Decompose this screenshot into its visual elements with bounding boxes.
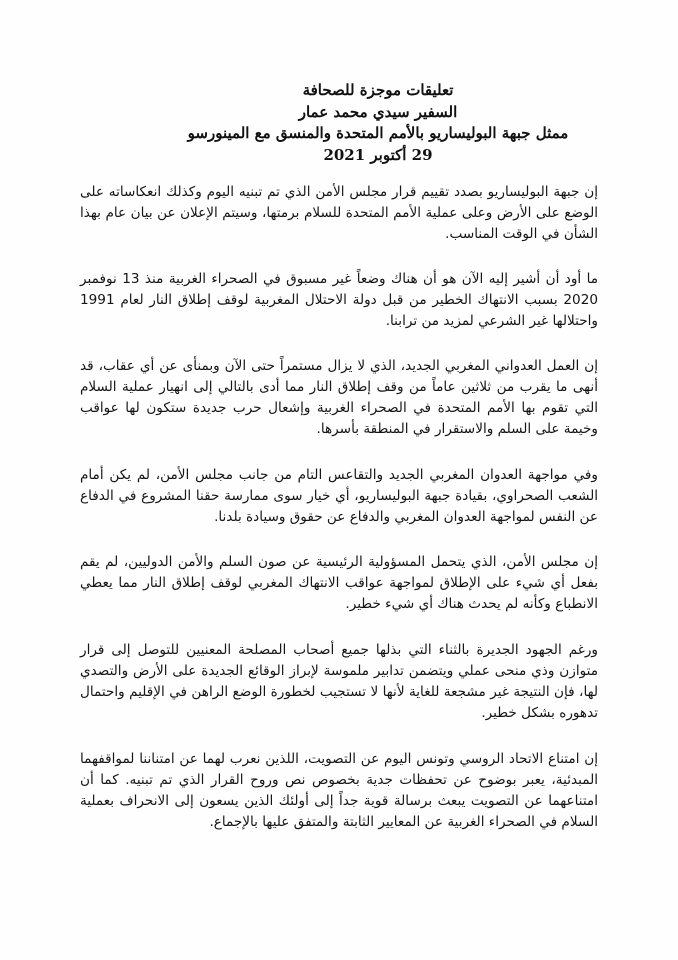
author-role: ممثل جبهة البوليساريو بالأمم المتحدة والمنسق مع المينورسو xyxy=(187,124,569,142)
document-title: تعليقات موجزة للصحافة xyxy=(302,81,454,99)
author-name: السفير سيدي محمد عمار xyxy=(298,102,458,121)
paragraph: ما أود أن أشير إليه الآن هو أن هناك وضعاً غير مسبوق في الصحراء الغربية منذ 13 نوفمبر 2020 بسبب الانتهاك الخطير من قبل دولة الاحتلال المغربية لوقف إطلاق النار لعام 1991 واحتلالها غير الشرعي لمزيد من ترابنا. xyxy=(80,271,599,329)
paragraph: إن العمل العدواني المغربي الجديد، الذي لا يزال مستمراً حتى الآن وبمنأى عن أي عقاب، قد أنهى ما يقرب من ثلاثين عاماً من وقف إطلاق النار مما أدى بالتالي إلى انهيار عملية السلام التي تقوم بها الأمم المتحدة في الصحراء الغربية وإشعال حرب جديدة ستكون لها عواقب وخيمة على السلم والاستقرار في المنطقة بأسرها. xyxy=(80,358,598,437)
paragraph: إن امتناع الاتحاد الروسي وتونس اليوم عن التصويت، اللذين نعرب لهما عن امتناننا لمواقفهما المبدئية، يعبر بوضوح عن تحفظات جدية بخصوص نص وروح القرار الذي تم تبنيه. كما أن امتناعهما عن التصويت يبعث برسالة قوية جداً إلى أولئك الذين يسعون إلى الانحراف بعملية السلام في الصحراء الغربية عن المعايير الثابتة والمتفق عليها بالإجماع. xyxy=(80,751,598,830)
statement-body xyxy=(80,182,598,854)
paragraph: إن جبهة البوليساريو بصدد تقييم قرار مجلس الأمن الذي تم تبنيه اليوم وكذلك انعكاساته على الوضع على الأرض وعلى عملية الأمم المتحدة للسلام برمتها، وسيتم الإعلان عن بيان عام بهذا الشأن في الوقت المناسب. xyxy=(80,184,598,242)
document-date: 29 أكتوبر 2021 xyxy=(323,145,433,164)
paragraph: إن مجلس الأمن، الذي يتحمل المسؤولية الرئيسية عن صون السلم والأمن الدوليين، لم يقم بفعل أي شيء على الإطلاق لمواجهة عواقب الانتهاك المغربي لوقف إطلاق النار مما يعطي الانطباع وكأنه لم يحدث هناك أي شيء خطير. xyxy=(80,554,598,612)
paragraph: ورغم الجهود الجديرة بالثناء التي بذلها جميع أصحاب المصلحة المعنيين للتوصل إلى قرار متوازن وذي منحى عملي ويتضمن تدابير ملموسة لإبراز الوقائع الجديدة على الأرض والتصدي لها، فإن النتيجة غير مشجعة للغاية لأنها لا تستجيب لخطورة الوضع الراهن في الإقليم واحتمال تدهوره بشكل خطير. xyxy=(80,642,598,721)
press-statement-header xyxy=(150,80,606,166)
paragraph: وفي مواجهة العدوان المغربي الجديد والتقاعس التام من جانب مجلس الأمن، لم يكن أمام الشعب الصحراوي، بقيادة جبهة البوليساريو، أي خيار سوى ممارسة حقنا المشروع في الدفاع عن النفس لمواجهة العدوان المغربي والدفاع عن حقوق وسيادة بلدنا. xyxy=(80,467,598,525)
